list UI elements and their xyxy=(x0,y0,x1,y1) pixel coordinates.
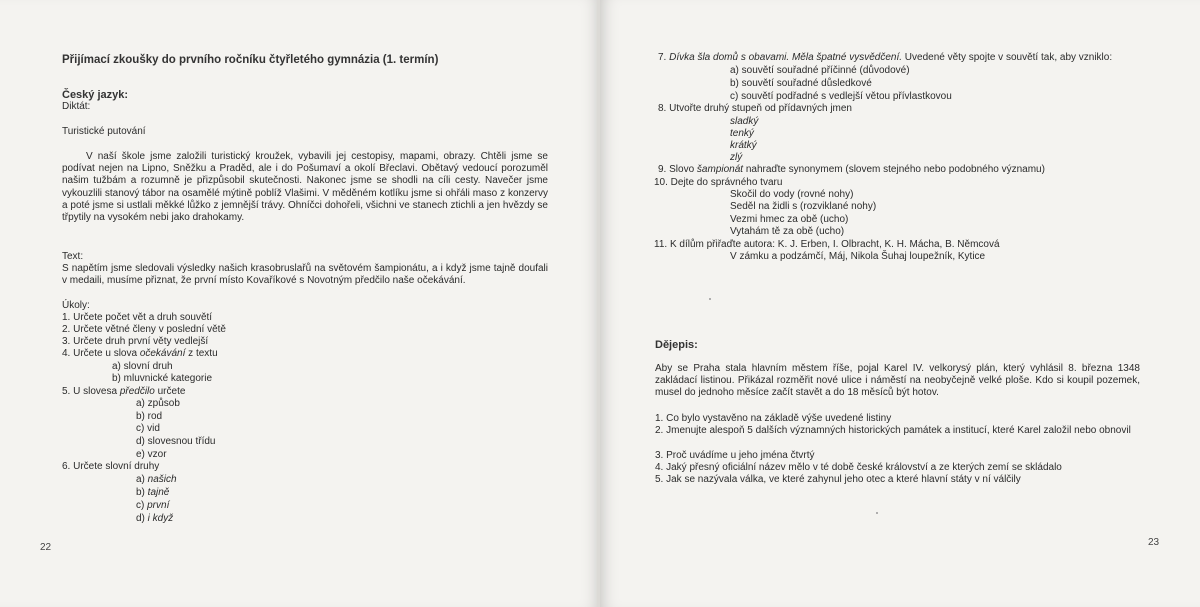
task-7-a: a) souvětí souřadné příčinné (důvodové) xyxy=(730,65,910,76)
speck xyxy=(876,512,878,514)
task-6-c-word: první xyxy=(147,500,170,511)
task-4-prefix: 4. Určete u slova xyxy=(62,348,140,359)
task-4-suffix: z textu xyxy=(185,348,218,359)
task-2: 2. Určete větné členy v poslední větě xyxy=(62,324,226,335)
task-5-prefix: 5. U slovesa xyxy=(62,386,120,397)
task-7-c: c) souvětí podřadné s vedlejší větou přívlastkovou xyxy=(730,91,952,102)
history-q5: 5. Jak se nazývala válka, ve které zahynul jeho otec a které hlavní státy v ní válčily xyxy=(655,474,1021,485)
task-9-suffix: nahraďte synonymem (slovem stejného nebo podobného významu) xyxy=(743,164,1045,175)
dictation-text: V naší škole jsme založili turistický kroužek, vybavili jej cestopisy, mapami, obrazy. Chtěli jsme se podívat nejen na Lipno, Sněžku a Praděd, ale i do Pošumaví a okolí Břeclavi. Obětavý vedoucí porozuměl našim tužbám a rozumně je přizpůsobil skutečnosti. Nakonec jsme se shodli na cíli cesty. Navečer jsme vykouzlili stanový tábor na osamělé mýtině poblíž Vlašimi. V měděném kotlíku jsme si ohřáli maso z konzervy a poté jsme si ustlali měkké lůžko z jemnější trávy. Ohníčci dohořeli, všichni ve stanech ztichli a jen hvězdy se třpytily na vysokém nebi jako drahokamy. xyxy=(62,151,548,224)
task-9 xyxy=(658,164,1045,176)
text-body: S napětím jsme sledovali výsledky našich krasobruslařů na světovém šampionátu, a i když jsme tajně doufali v medaili, musíme přiznat, že první místo Kovaříkové s Novotným předčilo naše očekávání. xyxy=(62,263,548,287)
task-4-word: očekávání xyxy=(139,348,186,359)
speck xyxy=(709,298,711,300)
task-3: 3. Určete druh první věty vedlejší xyxy=(62,336,209,347)
section-history: Dějepis: xyxy=(655,339,698,351)
task-8-word-4: zlý xyxy=(730,152,743,163)
right-page xyxy=(600,0,1200,607)
history-q4: 4. Jaký přesný oficiální název mělo v té době české království a ze kterých zemí se skládalo xyxy=(655,462,1062,473)
task-6-c-label: c) xyxy=(136,500,148,511)
task-10-3: Vezmi hmec za obě (ucho) xyxy=(730,214,849,225)
tasks-label: Úkoly: xyxy=(62,300,90,311)
task-6-a-word: našich xyxy=(147,474,177,485)
task-5-c: c) vid xyxy=(136,423,160,434)
task-7-instruction: Uvedené věty spojte v souvětí tak, aby vzniklo: xyxy=(902,52,1113,63)
dictation-title: Turistické putování xyxy=(62,126,146,137)
task-6: 6. Určete slovní druhy xyxy=(62,461,160,472)
task-6-d-word: i když xyxy=(147,513,174,524)
dictation-label: Diktát: xyxy=(62,101,91,112)
task-11-works: V zámku a podzámčí, Máj, Nikola Šuhaj loupežník, Kytice xyxy=(730,251,986,262)
history-text: Aby se Praha stala hlavním městem říše, pojal Karel IV. velkorysý plán, který vyhlásil 8. března 1348 zakládací listinou. Přikázal rozměřit nové ulice i náměstí na neobyčejně velké ploše. Kdo si koupil pozemek, musel do jednoho měsíce začít stavět a do 18 měsíců být hotov. xyxy=(655,363,1140,399)
task-6-c xyxy=(136,500,169,512)
task-8-word-2: tenký xyxy=(730,128,754,139)
task-11: 11. K dílům přiřaďte autora: K. J. Erben, I. Olbracht, K. H. Mácha, B. Němcová xyxy=(654,239,1000,250)
task-5-a: a) způsob xyxy=(136,398,180,409)
task-7-b: b) souvětí souřadné důsledkové xyxy=(730,78,872,89)
task-6-d-label: d) xyxy=(136,513,148,524)
task-4-b: b) mluvnické kategorie xyxy=(112,373,213,384)
task-8: 8. Utvořte druhý stupeň od přídavných jmen xyxy=(658,103,852,114)
history-q2: 2. Jmenujte alespoň 5 dalších významných historických památek a institucí, které Karel založil nebo obnovil xyxy=(655,425,1131,436)
task-10: 10. Dejte do správného tvaru xyxy=(654,177,783,188)
task-9-word: šampionát xyxy=(696,164,744,175)
task-5 xyxy=(62,386,185,398)
task-6-a xyxy=(136,474,177,486)
task-6-d xyxy=(136,513,173,525)
task-6-b-label: b) xyxy=(136,487,148,498)
task-8-word-3: krátký xyxy=(730,140,757,151)
task-8-word-1: sladký xyxy=(730,116,759,127)
task-6-b-word: tajně xyxy=(147,487,170,498)
task-6-b xyxy=(136,487,169,499)
task-9-prefix: 9. Slovo xyxy=(658,164,697,175)
task-5-suffix: určete xyxy=(154,386,186,397)
task-7-number: 7. xyxy=(658,52,670,63)
history-q3: 3. Proč uvádíme u jeho jména čtvrtý xyxy=(655,450,815,461)
page-number-right: 23 xyxy=(1148,537,1160,548)
task-1: 1. Určete počet vět a druh souvětí xyxy=(62,312,213,323)
text-label: Text: xyxy=(62,251,84,262)
task-4 xyxy=(62,348,218,360)
task-5-e: e) vzor xyxy=(136,449,167,460)
page-heading: Přijímací zkoušky do prvního ročníku čtyřletého gymnázia (1. termín) xyxy=(62,54,439,66)
task-5-word: předčilo xyxy=(119,386,155,397)
task-5-b: b) rod xyxy=(136,411,163,422)
task-4-a: a) slovní druh xyxy=(112,361,173,372)
history-q1: 1. Co bylo vystavěno na základě výše uvedené listiny xyxy=(655,413,892,424)
task-6-a-label: a) xyxy=(136,474,148,485)
task-7-sentences: Dívka šla domů s obavami. Měla špatné vysvědčení. xyxy=(669,52,903,63)
task-10-1: Skočil do vody (rovné nohy) xyxy=(730,189,854,200)
task-10-2: Seděl na židli s (rozviklané nohy) xyxy=(730,201,877,212)
section-czech: Český jazyk: xyxy=(62,89,129,101)
task-10-4: Vytahám tě za obě (ucho) xyxy=(730,226,845,237)
task-5-d: d) slovesnou třídu xyxy=(136,436,216,447)
page-number-left: 22 xyxy=(40,542,52,553)
task-7 xyxy=(658,52,1112,64)
